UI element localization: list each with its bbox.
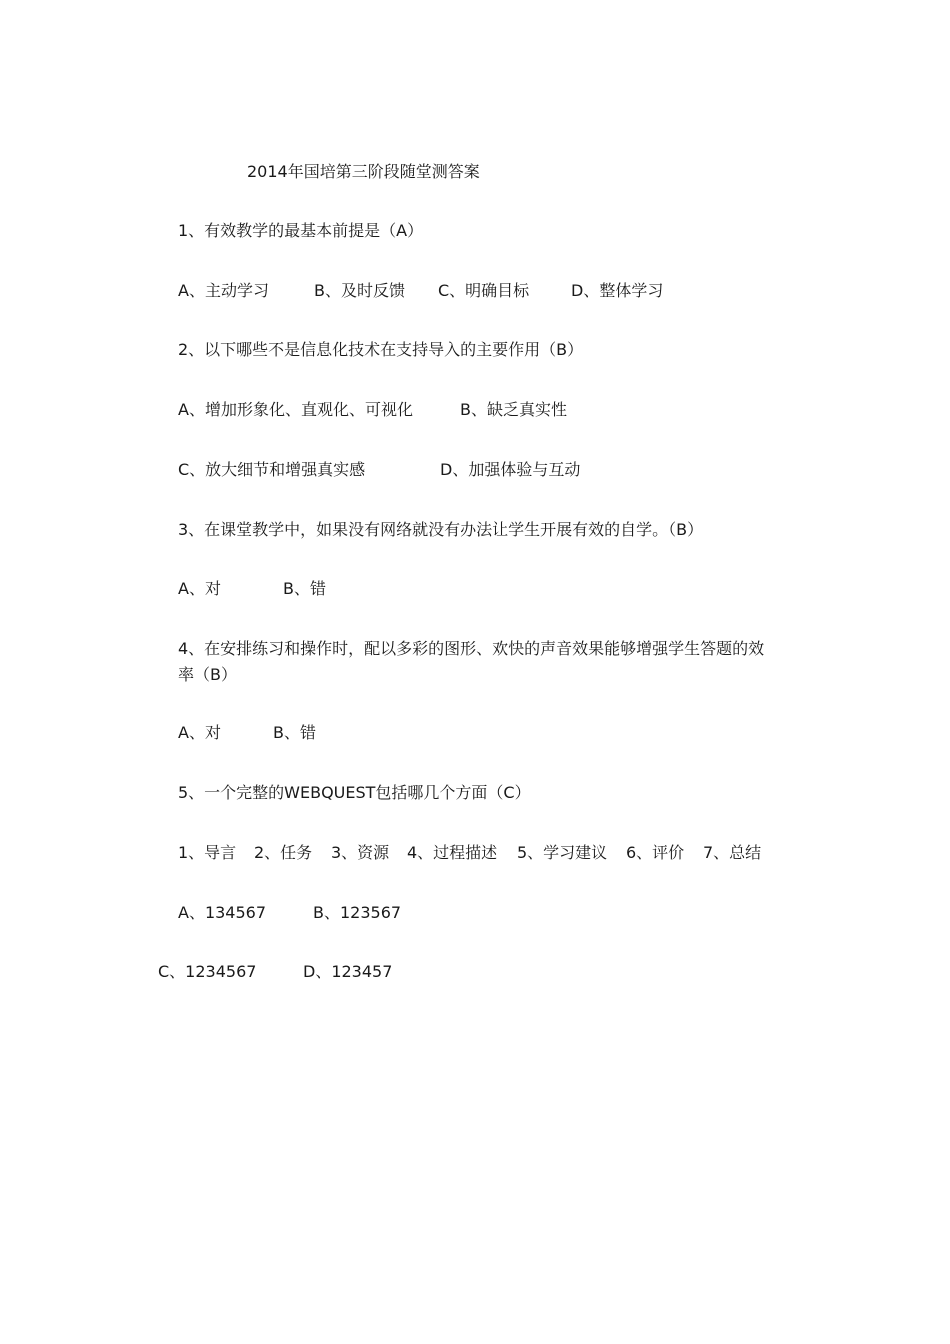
q5-option-a: A、134567 bbox=[178, 903, 267, 922]
q1-option-a: A、主动学习 bbox=[178, 281, 269, 300]
question-3: 3、在课堂教学中，如果没有网络就没有办法让学生开展有效的自学。（B） bbox=[178, 520, 704, 539]
page-title: 2014年国培第三阶段随堂测答案 bbox=[247, 162, 480, 181]
question-1: 1、有效教学的最基本前提是（A） bbox=[178, 221, 424, 240]
q3-option-a: A、对 bbox=[178, 579, 221, 598]
q2-option-d: D、加强体验与互动 bbox=[440, 460, 581, 479]
q5-item-4: 4、过程描述 bbox=[407, 843, 498, 862]
question-5: 5、一个完整的WEBQUEST包括哪几个方面（C） bbox=[178, 783, 531, 802]
q5-option-c: C、1234567 bbox=[158, 962, 257, 981]
q4-option-a: A、对 bbox=[178, 723, 221, 742]
q5-item-2: 2、任务 bbox=[254, 843, 313, 862]
q1-option-c: C、明确目标 bbox=[438, 281, 530, 300]
q2-option-c: C、放大细节和增强真实感 bbox=[178, 460, 366, 479]
q5-item-3: 3、资源 bbox=[331, 843, 390, 862]
q5-item-1: 1、导言 bbox=[178, 843, 237, 862]
q4-option-b: B、错 bbox=[273, 723, 316, 742]
q5-item-6: 6、评价 bbox=[626, 843, 685, 862]
q5-option-b: B、123567 bbox=[313, 903, 402, 922]
q1-option-d: D、整体学习 bbox=[571, 281, 664, 300]
question-2: 2、以下哪些不是信息化技术在支持导入的主要作用（B） bbox=[178, 340, 584, 359]
question-4: 4、在安排练习和操作时，配以多彩的图形、欢快的声音效果能够增强学生答题的效率（B） bbox=[178, 639, 765, 684]
q5-item-7: 7、总结 bbox=[703, 843, 762, 862]
q3-option-b: B、错 bbox=[283, 579, 326, 598]
q2-option-a: A、增加形象化、直观化、可视化 bbox=[178, 400, 413, 419]
q5-item-5: 5、学习建议 bbox=[517, 843, 608, 862]
q1-option-b: B、及时反馈 bbox=[314, 281, 405, 300]
q5-option-d: D、123457 bbox=[303, 962, 393, 981]
q2-option-b: B、缺乏真实性 bbox=[460, 400, 567, 419]
